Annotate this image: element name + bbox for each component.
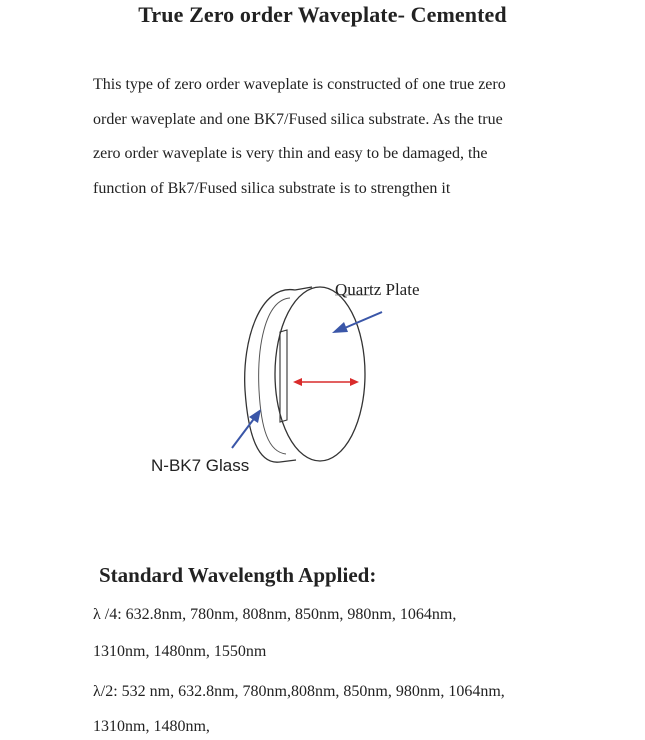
quartz-pointer-arrow — [340, 312, 382, 330]
quartz-plate-label: Quartz Plate — [335, 280, 420, 299]
intro-line-3: zero order waveplate is very thin and easy to be damaged, the — [93, 145, 488, 162]
bk7-pointer-arrowhead — [249, 409, 261, 423]
half-wave-line-2: 1310nm, 1480nm, — [93, 718, 210, 735]
intro-paragraph — [93, 68, 583, 206]
bk7-pointer-arrow — [232, 416, 256, 448]
page-title: True Zero order Waveplate- Cemented — [138, 2, 507, 27]
bk7-glass-label: N-BK7 Glass — [151, 456, 250, 475]
quarter-wave-line-2: 1310nm, 1480nm, 1550nm — [93, 643, 267, 660]
quarter-wave-line-1: λ /4: 632.8nm, 780nm, 808nm, 850nm, 980nm, 1064nm, — [93, 606, 457, 623]
quartz-pointer-arrowhead — [332, 322, 348, 333]
intro-line-2: order waveplate and one BK7/Fused silica substrate. As the true — [93, 110, 503, 128]
intro-line-4: function of Bk7/Fused silica substrate is to strengthen it — [93, 179, 451, 197]
quartz-disk-face — [275, 287, 365, 461]
section-heading-wavelength: Standard Wavelength Applied: — [99, 563, 377, 587]
optic-axis-arrowhead-right — [350, 378, 359, 386]
intro-line-1: This type of zero order waveplate is constructed of one true zero — [93, 76, 506, 93]
waveplate-illustration — [140, 270, 460, 485]
disk-bottom-edge — [280, 460, 296, 462]
quartz-plate-edge — [280, 330, 287, 422]
optic-axis-arrowhead-left — [293, 378, 302, 386]
waveplate-diagram — [140, 270, 460, 485]
half-wave-line-1: λ/2: 532 nm, 632.8nm, 780nm,808nm, 850nm, 980nm, 1064nm, — [93, 683, 505, 700]
